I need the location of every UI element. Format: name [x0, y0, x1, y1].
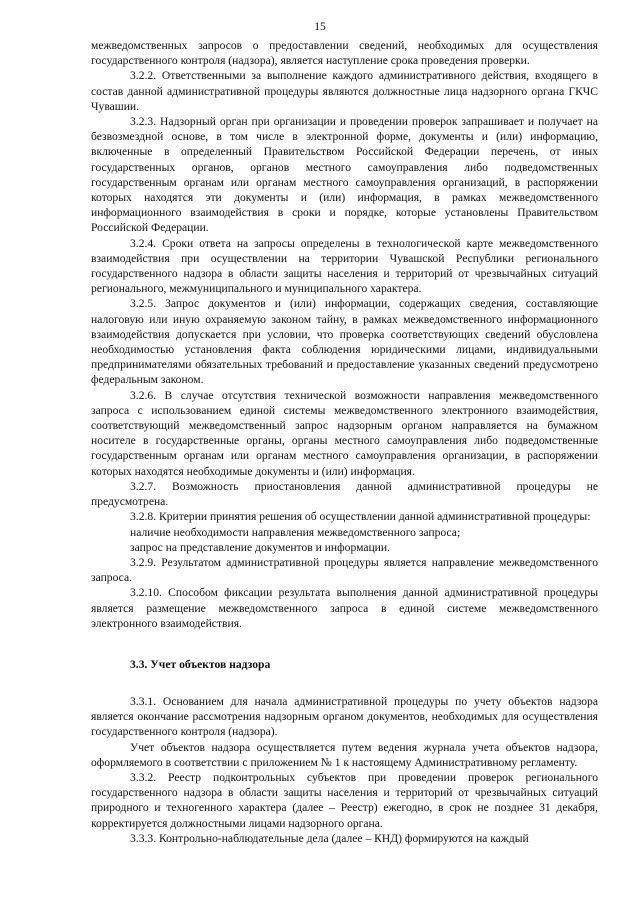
document-body: [91, 38, 598, 846]
paragraph-3-3-2: 3.3.2. Реестр подконтрольных субъектов при проведении проверок регионального государственного надзора в области защиты населения и территорий от чрезвычайных ситуаций природного и техногенного характера (далее – Реестр) ежегодно, в срок не позднее 31 декабря, корректируется должностными лицами надзорного органа.: [91, 770, 598, 830]
paragraph-3-2-4: 3.2.4. Сроки ответа на запросы определены в технологической карте межведомственного взаимодействия при осуществлении на территории Чувашской Республики регионального государственного надзора в области защиты населения и территорий от чрезвычайных ситуаций регионального, межмуниципального и муниципального характера.: [91, 236, 598, 296]
paragraph-3-2-8: 3.2.8. Критерии принятия решения об осуществлении данной административной процедуры:: [130, 510, 591, 524]
paragraph-3-2-10: 3.2.10. Способом фиксации результата выполнения данной административной процедуры является размещение межведомственного запроса в единой системе межведомственного электронного взаимодействия.: [91, 586, 598, 630]
criteria-item: наличие необходимости направления межведомственного запроса;: [130, 525, 461, 539]
criteria-item: запрос на представление документов и информации.: [130, 540, 390, 554]
paragraph-3-2-7: 3.2.7. Возможность приостановления данной административной процедуры не предусмотрена.: [91, 479, 598, 509]
paragraph-3-3-3: 3.3.3. Контрольно-наблюдательные дела (далее – КНД) формируются на каждый: [130, 831, 529, 845]
paragraph-3-2-2: 3.2.2. Ответственными за выполнение каждого административного действия, входящего в состав данной административной процедуры являются должностные лица надзорного органа ГКЧС Чувашии.: [91, 69, 598, 113]
paragraph-3-2-3: 3.2.3. Надзорный орган при организации и проведении проверок запрашивает и получает на безвозмездной основе, в том числе в электронной форме, документы и (или) информацию, включенные в определенный Правительством Российской Федерации перечень, от иных государственных органов, органов местного самоуправления либо подведомственных государственным органам или органам местного самоуправления организаций, в распоряжении которых находятся эти документы и (или) информация, в рамках межведомственного информационного взаимодействия в сроки и порядке, которые установлены Правительством Российской Федерации.: [91, 115, 598, 235]
paragraph-3-2-6: 3.2.6. В случае отсутствия технической возможности направления межведомственного запроса с использованием единой системы межведомственного электронного взаимодействия, соответствующий межведомственный запрос надзорным органом направляется на бумажном носителе в государственные органы, органы местного самоуправления либо подведомственные государственным органам или органам местного самоуправления организации, в распоряжении которых находятся необходимые документы и (или) информация.: [91, 388, 598, 478]
paragraph-3-3-1: 3.3.1. Основанием для начала административной процедуры по учету объектов надзора является окончание рассмотрения надзорным органом документов, необходимых для осуществления государственного контроля (надзора).: [91, 694, 598, 739]
section-heading: 3.3. Учет объектов надзора: [130, 657, 271, 671]
paragraph-registry: Учет объектов надзора осуществляется путем ведения журнала учета объектов надзора, оформляемого в соответствии с приложением № 1 к настоящему Административному регламенту.: [91, 740, 598, 769]
paragraph-continuation: межведомственных запросов о предоставлении сведений, необходимых для осуществления государственного контроля (надзора), является наступление срока проведения проверки.: [91, 39, 598, 68]
page-number: 15: [314, 21, 326, 33]
paragraph-3-2-5: 3.2.5. Запрос документов и (или) информации, содержащих сведения, составляющие налоговую или иную охраняемую законом тайну, в рамках межведомственного информационного взаимодействия допускается при условии, что проверка соответствующих сведений обусловлена необходимостью установления факта соблюдения юридическими лицами, индивидуальными предпринимателями обязательных требований и предоставление указанных сведений предусмотрено федеральным законом.: [91, 297, 598, 387]
paragraph-3-2-9: 3.2.9. Результатом административной процедуры является направление межведомственного запроса.: [91, 555, 598, 585]
